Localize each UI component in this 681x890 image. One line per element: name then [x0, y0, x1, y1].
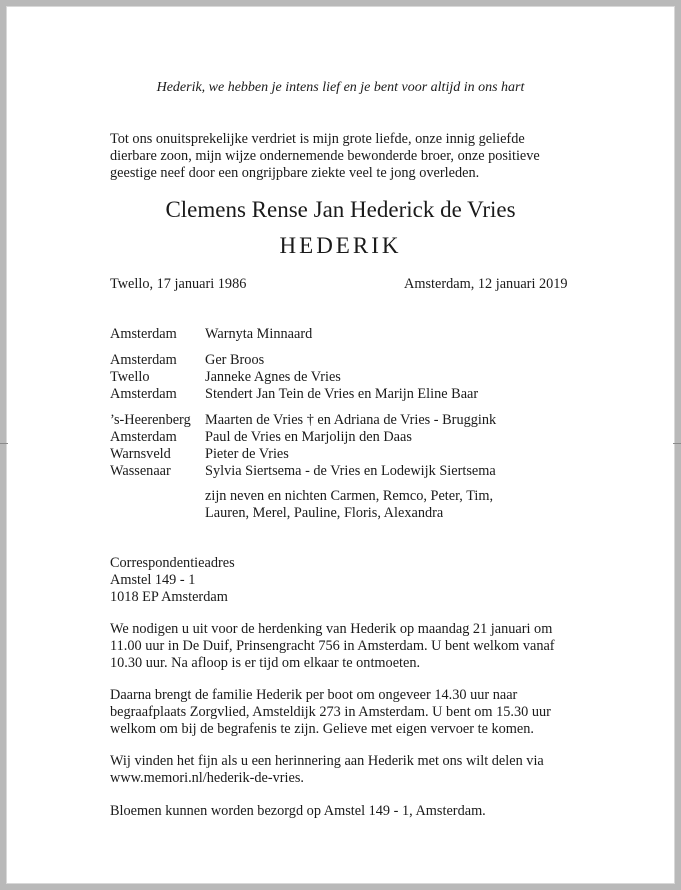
memori-line: www.memori.nl/hederik-de-vries.	[110, 770, 305, 786]
mourner-names: Janneke Agnes de Vries	[205, 369, 341, 385]
mourner-place: Warnsveld	[110, 446, 171, 462]
mourner-row	[110, 463, 590, 480]
mourner-names: Sylvia Siertsema - de Vries en Lodewijk Siertsema	[205, 463, 496, 479]
mourner-row	[110, 446, 590, 463]
intro-paragraph	[110, 131, 580, 182]
memori-paragraph	[110, 753, 580, 787]
address-line: Correspondentieadres	[110, 555, 235, 571]
mourner-row	[110, 369, 590, 386]
cousins-line: Lauren, Merel, Pauline, Floris, Alexandra	[205, 505, 444, 521]
mourner-names: Stendert Jan Tein de Vries en Marijn Eline Baar	[205, 386, 479, 402]
mourner-place: Twello	[110, 369, 150, 385]
mourner-names: Ger Broos	[205, 352, 265, 368]
cousins-line: zijn neven en nichten Carmen, Remco, Peter, Tim,	[205, 488, 494, 504]
invitation-line: We nodigen u uit voor de herdenking van Hederik op maandag 21 januari om	[110, 621, 553, 637]
mourner-place: Amsterdam	[110, 429, 177, 445]
invitation-line: 10.30 uur. Na afloop is er tijd om elkaar te ontmoeten.	[110, 655, 421, 671]
mourner-place: Amsterdam	[110, 352, 177, 368]
invitation-paragraph	[110, 621, 580, 672]
flowers-line: Bloemen kunnen worden bezorgd op Amstel 149 - 1, Amsterdam.	[110, 803, 486, 819]
death-date: Amsterdam, 12 januari 2019	[404, 276, 568, 292]
mourners-group-relatives	[110, 412, 590, 480]
memori-line: Wij vinden het fijn als u een herinnering aan Hederik met ons wilt delen via	[110, 753, 544, 769]
address-line: Amstel 149 - 1	[110, 572, 196, 588]
crop-mark-left	[0, 443, 8, 444]
invitation-line: 11.00 uur in De Duif, Prinsengracht 756 in Amsterdam. U bent welkom vanaf	[110, 638, 555, 654]
burial-line: begraafplaats Zorgvlied, Amsteldijk 273 in Amsterdam. U bent om 15.30 uur	[110, 704, 551, 720]
mourner-place: Amsterdam	[110, 326, 177, 342]
mourner-row	[110, 352, 590, 369]
mourner-row	[110, 326, 590, 343]
mourner-row	[110, 429, 590, 446]
mourner-names: Maarten de Vries † en Adriana de Vries - Bruggink	[205, 412, 497, 428]
mourners-group-family	[110, 352, 590, 403]
motto: Hederik, we hebben je intens lief en je bent voor altijd in ons hart	[156, 80, 525, 95]
address-line: 1018 EP Amsterdam	[110, 589, 228, 605]
intro-line: dierbare zoon, mijn wijze ondernemende bewonderde broer, onze positieve	[110, 148, 540, 164]
mourner-row	[110, 412, 590, 429]
mourners-group-partner	[110, 326, 590, 343]
mourner-row	[110, 386, 590, 403]
burial-line: welkom om bij de begrafenis te zijn. Gelieve met eigen vervoer te komen.	[110, 721, 534, 737]
cousins-text	[205, 488, 525, 522]
intro-line: geestige neef door een ongrijpbare ziekte veel te jong overleden.	[110, 165, 480, 181]
deceased-call-name: HEDERIK	[279, 233, 402, 258]
mourner-place: ’s-Heerenberg	[110, 412, 191, 428]
mourner-names: Pieter de Vries	[205, 446, 289, 462]
crop-mark-right	[673, 443, 681, 444]
intro-line: Tot ons onuitsprekelijke verdriet is mijn grote liefde, onze innig geliefde	[110, 131, 525, 147]
mourner-place: Amsterdam	[110, 386, 177, 402]
flowers-paragraph	[110, 803, 580, 820]
burial-paragraph	[110, 687, 580, 738]
mourner-place: Wassenaar	[110, 463, 171, 479]
birth-date: Twello, 17 januari 1986	[110, 276, 247, 292]
mourner-names: Paul de Vries en Marjolijn den Daas	[205, 429, 412, 445]
mourner-names: Warnyta Minnaard	[205, 326, 313, 342]
burial-line: Daarna brengt de familie Hederik per boot om ongeveer 14.30 uur naar	[110, 687, 518, 703]
deceased-full-name: Clemens Rense Jan Hederick de Vries	[165, 197, 516, 222]
correspondence-address	[110, 555, 580, 606]
